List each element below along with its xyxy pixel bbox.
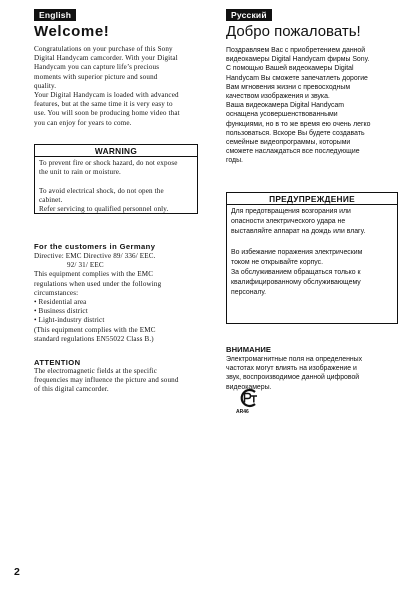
text-line: звук, воспроизводимое данной цифровой bbox=[226, 374, 360, 382]
warning-text-english bbox=[35, 157, 197, 214]
text-line: семейные видеопрограммы, которыми bbox=[226, 139, 351, 147]
list-item: • Business district bbox=[34, 307, 88, 316]
text-line: Во избежание поражения электрическим bbox=[231, 248, 363, 256]
list-item: • Light-industry district bbox=[34, 316, 105, 325]
certification-mark-icon bbox=[238, 388, 260, 408]
text-line: moments with superior picture and sound bbox=[34, 72, 158, 81]
text-line: оснащена усовершенствованными bbox=[226, 111, 338, 119]
text-line: Handycam Вы сможете запечатлеть дорогие bbox=[226, 74, 368, 82]
text-line: Вам мгновения жизни с превосходным bbox=[226, 83, 351, 91]
text-line: опасности электрического удара не bbox=[231, 218, 346, 226]
germany-heading: For the customers in Germany bbox=[34, 242, 156, 251]
text-line: Refer servicing to qualified personnel only. bbox=[39, 205, 169, 213]
text-line: сможете наслаждаться все последующие bbox=[226, 148, 360, 156]
warning-title-russian: ПРЕДУПРЕЖДЕНИЕ bbox=[269, 194, 355, 204]
page-title-english: Welcome! bbox=[34, 23, 110, 40]
attention-heading-english: ATTENTION bbox=[34, 358, 81, 367]
text-line: видеокамеры. bbox=[226, 383, 272, 391]
attention-section-english bbox=[34, 358, 198, 395]
text-line: of this digital camcorder. bbox=[34, 385, 109, 394]
text-line: Digital Handycam camcorder. With your Digital bbox=[34, 54, 178, 63]
text-line: cabinet. bbox=[39, 195, 63, 204]
text-line: The electromagnetic fields at the specific bbox=[34, 367, 158, 375]
text-line: Поздравляем Вас с приобретением данной bbox=[226, 47, 366, 54]
text-line: Your Digital Handycam is loaded with advanced bbox=[34, 91, 179, 100]
text-line: Directive: EMC Directive 89/ 336/ EEC. bbox=[34, 252, 156, 260]
warning-box-russian bbox=[226, 192, 398, 324]
text-line: частотах могут влиять на изображение и bbox=[226, 365, 357, 373]
text-line: За обслуживанием обращаться только к bbox=[231, 269, 361, 277]
warning-box-english bbox=[34, 144, 198, 214]
warning-text-russian bbox=[227, 205, 397, 299]
text-line: Для предотвращения возгорания или bbox=[231, 208, 351, 215]
certification-code: AR46 bbox=[236, 409, 249, 415]
text-line: features, but at the same time it is very easy to bbox=[34, 100, 173, 109]
text-line: quality. bbox=[34, 81, 57, 90]
text-line: (This equipment complies with the EMC bbox=[34, 325, 156, 334]
text-line: выставляйте аппарат на дождь или влагу. bbox=[231, 228, 366, 236]
text-line: This equipment complies with the EMC bbox=[34, 270, 154, 279]
text-line: видеокамеры Digital Handycam фирмы Sony. bbox=[226, 56, 370, 64]
text-line: Congratulations on your purchase of this Sony bbox=[34, 45, 173, 53]
text-line: the unit to rain or moisture. bbox=[39, 168, 121, 177]
text-line: качеством изображения и звука. bbox=[226, 93, 330, 101]
text-line: пользоваться. Вскоре Вы будете создавать bbox=[226, 129, 365, 137]
text-line: To avoid electrical shock, do not open the bbox=[39, 186, 164, 195]
text-line: функциями, но в то же время ею очень легко bbox=[226, 120, 371, 128]
intro-russian bbox=[226, 46, 398, 166]
text-line: regulations when used under the following bbox=[34, 279, 162, 288]
page-number: 2 bbox=[14, 566, 20, 578]
text-line: Handycam you can capture life’s precious bbox=[34, 63, 160, 72]
attention-section-russian bbox=[226, 345, 398, 392]
text-line: Ваша видеокамера Digital Handycam bbox=[226, 102, 345, 110]
list-item: • Residential area bbox=[34, 298, 87, 307]
text-line: you can enjoy for years to come. bbox=[34, 118, 132, 127]
text-line: Электромагнитные поля на определенных bbox=[226, 356, 363, 363]
germany-section bbox=[34, 242, 198, 344]
text-line: To prevent fire or shock hazard, do not expose bbox=[39, 159, 178, 167]
text-line: квалифицированному обслуживающему bbox=[231, 279, 361, 287]
text-line: С помощью Вашей видеокамеры Digital bbox=[226, 65, 354, 73]
text-line: circumstances: bbox=[34, 288, 79, 297]
text-line: standard regulations EN55022 Class B.) bbox=[34, 334, 154, 343]
language-tab-english: English bbox=[34, 9, 76, 21]
attention-heading-russian: ВНИМАНИЕ bbox=[226, 345, 272, 354]
language-tab-russian: Русский bbox=[226, 9, 272, 21]
intro-english bbox=[34, 45, 198, 128]
text-line: frequencies may influence the picture and sound bbox=[34, 376, 179, 385]
text-line: use. You will soon be producing home video that bbox=[34, 109, 180, 118]
warning-title-english: WARNING bbox=[94, 146, 138, 156]
text-line: персоналу. bbox=[231, 289, 267, 297]
text-line: током не открывайте корпус. bbox=[231, 258, 323, 266]
page-title-russian: Добро пожаловать! bbox=[226, 23, 361, 40]
text-line: годы. bbox=[226, 157, 243, 165]
text-line: 92/ 31/ EEC bbox=[67, 261, 104, 270]
